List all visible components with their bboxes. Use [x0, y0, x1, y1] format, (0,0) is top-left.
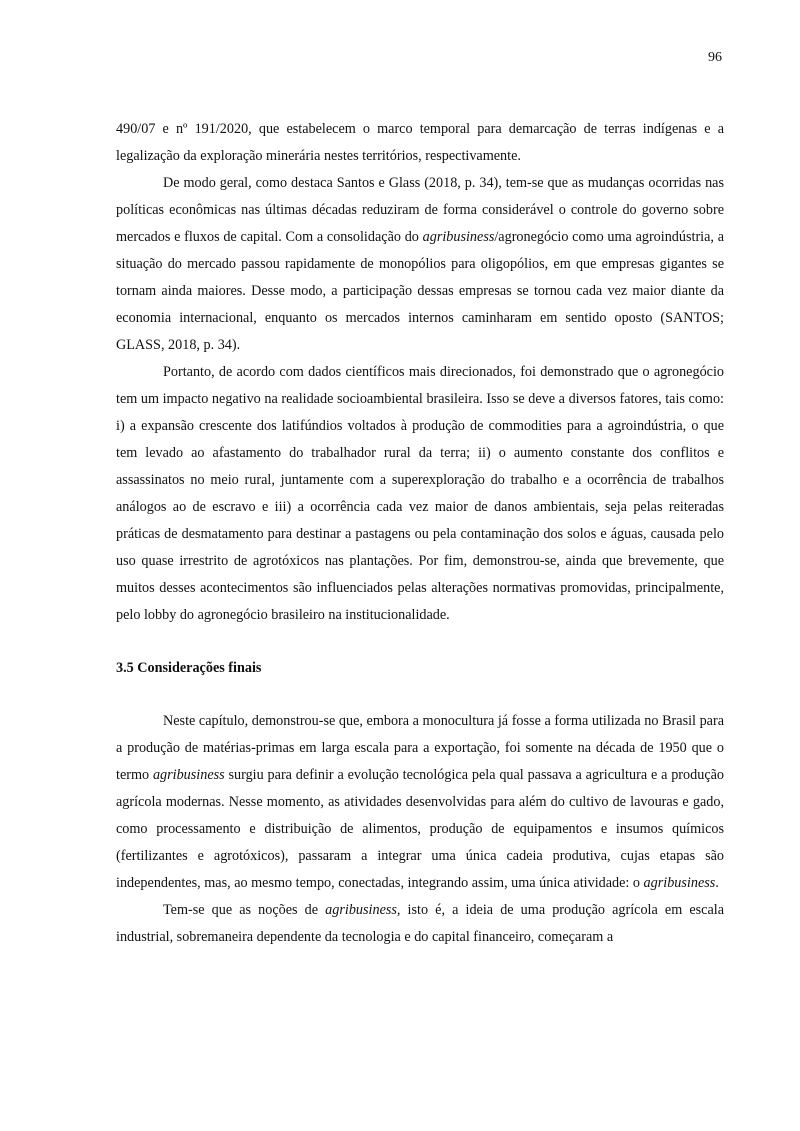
paragraph-4-italic-term-2: agribusiness — [643, 875, 716, 891]
paragraph-5-italic-term: agribusiness, — [325, 902, 401, 918]
page-body — [116, 116, 724, 951]
paragraph-2 — [116, 170, 724, 359]
paragraph-4-text-c: . — [715, 875, 719, 891]
section-heading: 3.5 Considerações finais — [116, 660, 262, 676]
paragraph-2-text-a: De modo geral, como destaca Santos e Glass (2018, p. 34), tem-se que as mudanças ocorridas nas políticas econômicas nas últimas décadas reduziram de forma considerável o controle do governo sobre mercados e fluxos de capital. Com a consolidação do — [116, 175, 724, 245]
paragraph-4-text-a: Neste capítulo, demonstrou-se que, embora a monocultura já fosse a forma utilizada no Brasil para a produção de matérias-primas em larga escala para a exportação, foi somente na década de 1950 que o termo — [116, 713, 724, 783]
page-number: 96 — [708, 50, 722, 65]
paragraph-5-text-b: isto é, a ideia de uma produção agrícola em escala industrial, sobremaneira dependente da tecnologia e do capital financeiro, começaram a — [116, 902, 724, 945]
paragraph-5 — [116, 897, 724, 951]
paragraph-4-italic-term-1: agribusiness — [152, 767, 225, 783]
paragraph-2-italic-term: agribusiness — [422, 229, 495, 245]
paragraph-4 — [116, 708, 724, 897]
paragraph-3: Portanto, de acordo com dados científicos mais direcionados, foi demonstrado que o agronegócio tem um impacto negativo na realidade socioambiental brasileira. Isso se deve a diversos fatores, tais como: i) a expansão crescente dos latifúndios voltados à produção de commodities para a agroindústria, o que tem levado ao afastamento do trabalhador rural da terra; ii) o aumento constante dos conflitos e assassinatos no meio rural, juntamente com a superexploração do trabalho e a ocorrência de trabalhos análogos ao de escravo e iii) a ocorrência cada vez maior de danos ambientais, seja pelas reiteradas práticas de desmatamento para destinar a pastagens ou pela contaminação dos solos e águas, causada pelo uso quase irrestrito de agrotóxicos nas plantações. Por fim, demonstrou-se, ainda que brevemente, que muitos desses acontecimentos são influenciados pelas alterações normativas promovidas, principalmente, pelo lobby do agronegócio brasileiro na institucionalidade. — [116, 364, 724, 623]
paragraph-4-text-b: surgiu para definir a evolução tecnológica pela qual passava a agricultura e a produção agrícola modernas. Nesse momento, as atividades desenvolvidas para além do cultivo de lavouras e gado, como processamento e distribuição de alimentos, produção de equipamentos e insumos químicos (fertilizantes e agrotóxicos), passaram a integrar uma única cadeia produtiva, cujas etapas são independentes, mas, ao mesmo tempo, conectadas, integrando assim, uma única atividade: o — [116, 767, 725, 891]
paragraph-1: 490/07 e nº 191/2020, que estabelecem o marco temporal para demarcação de terras indígenas e a legalização da exploração minerária nestes territórios, respectivamente. — [116, 121, 724, 164]
paragraph-5-text-a: Tem-se que as noções de — [163, 902, 326, 918]
paragraph-2-text-b: /agronegócio como uma agroindústria, a situação do mercado passou rapidamente de monopólios para oligopólios, em que empresas gigantes se tornam ainda maiores. Desse modo, a participação dessas empresas se tornou cada vez maior diante da economia internacional, enquanto os mercados internos caminharam em sentido oposto (SANTOS; GLASS, 2018, p. 34). — [116, 229, 725, 353]
